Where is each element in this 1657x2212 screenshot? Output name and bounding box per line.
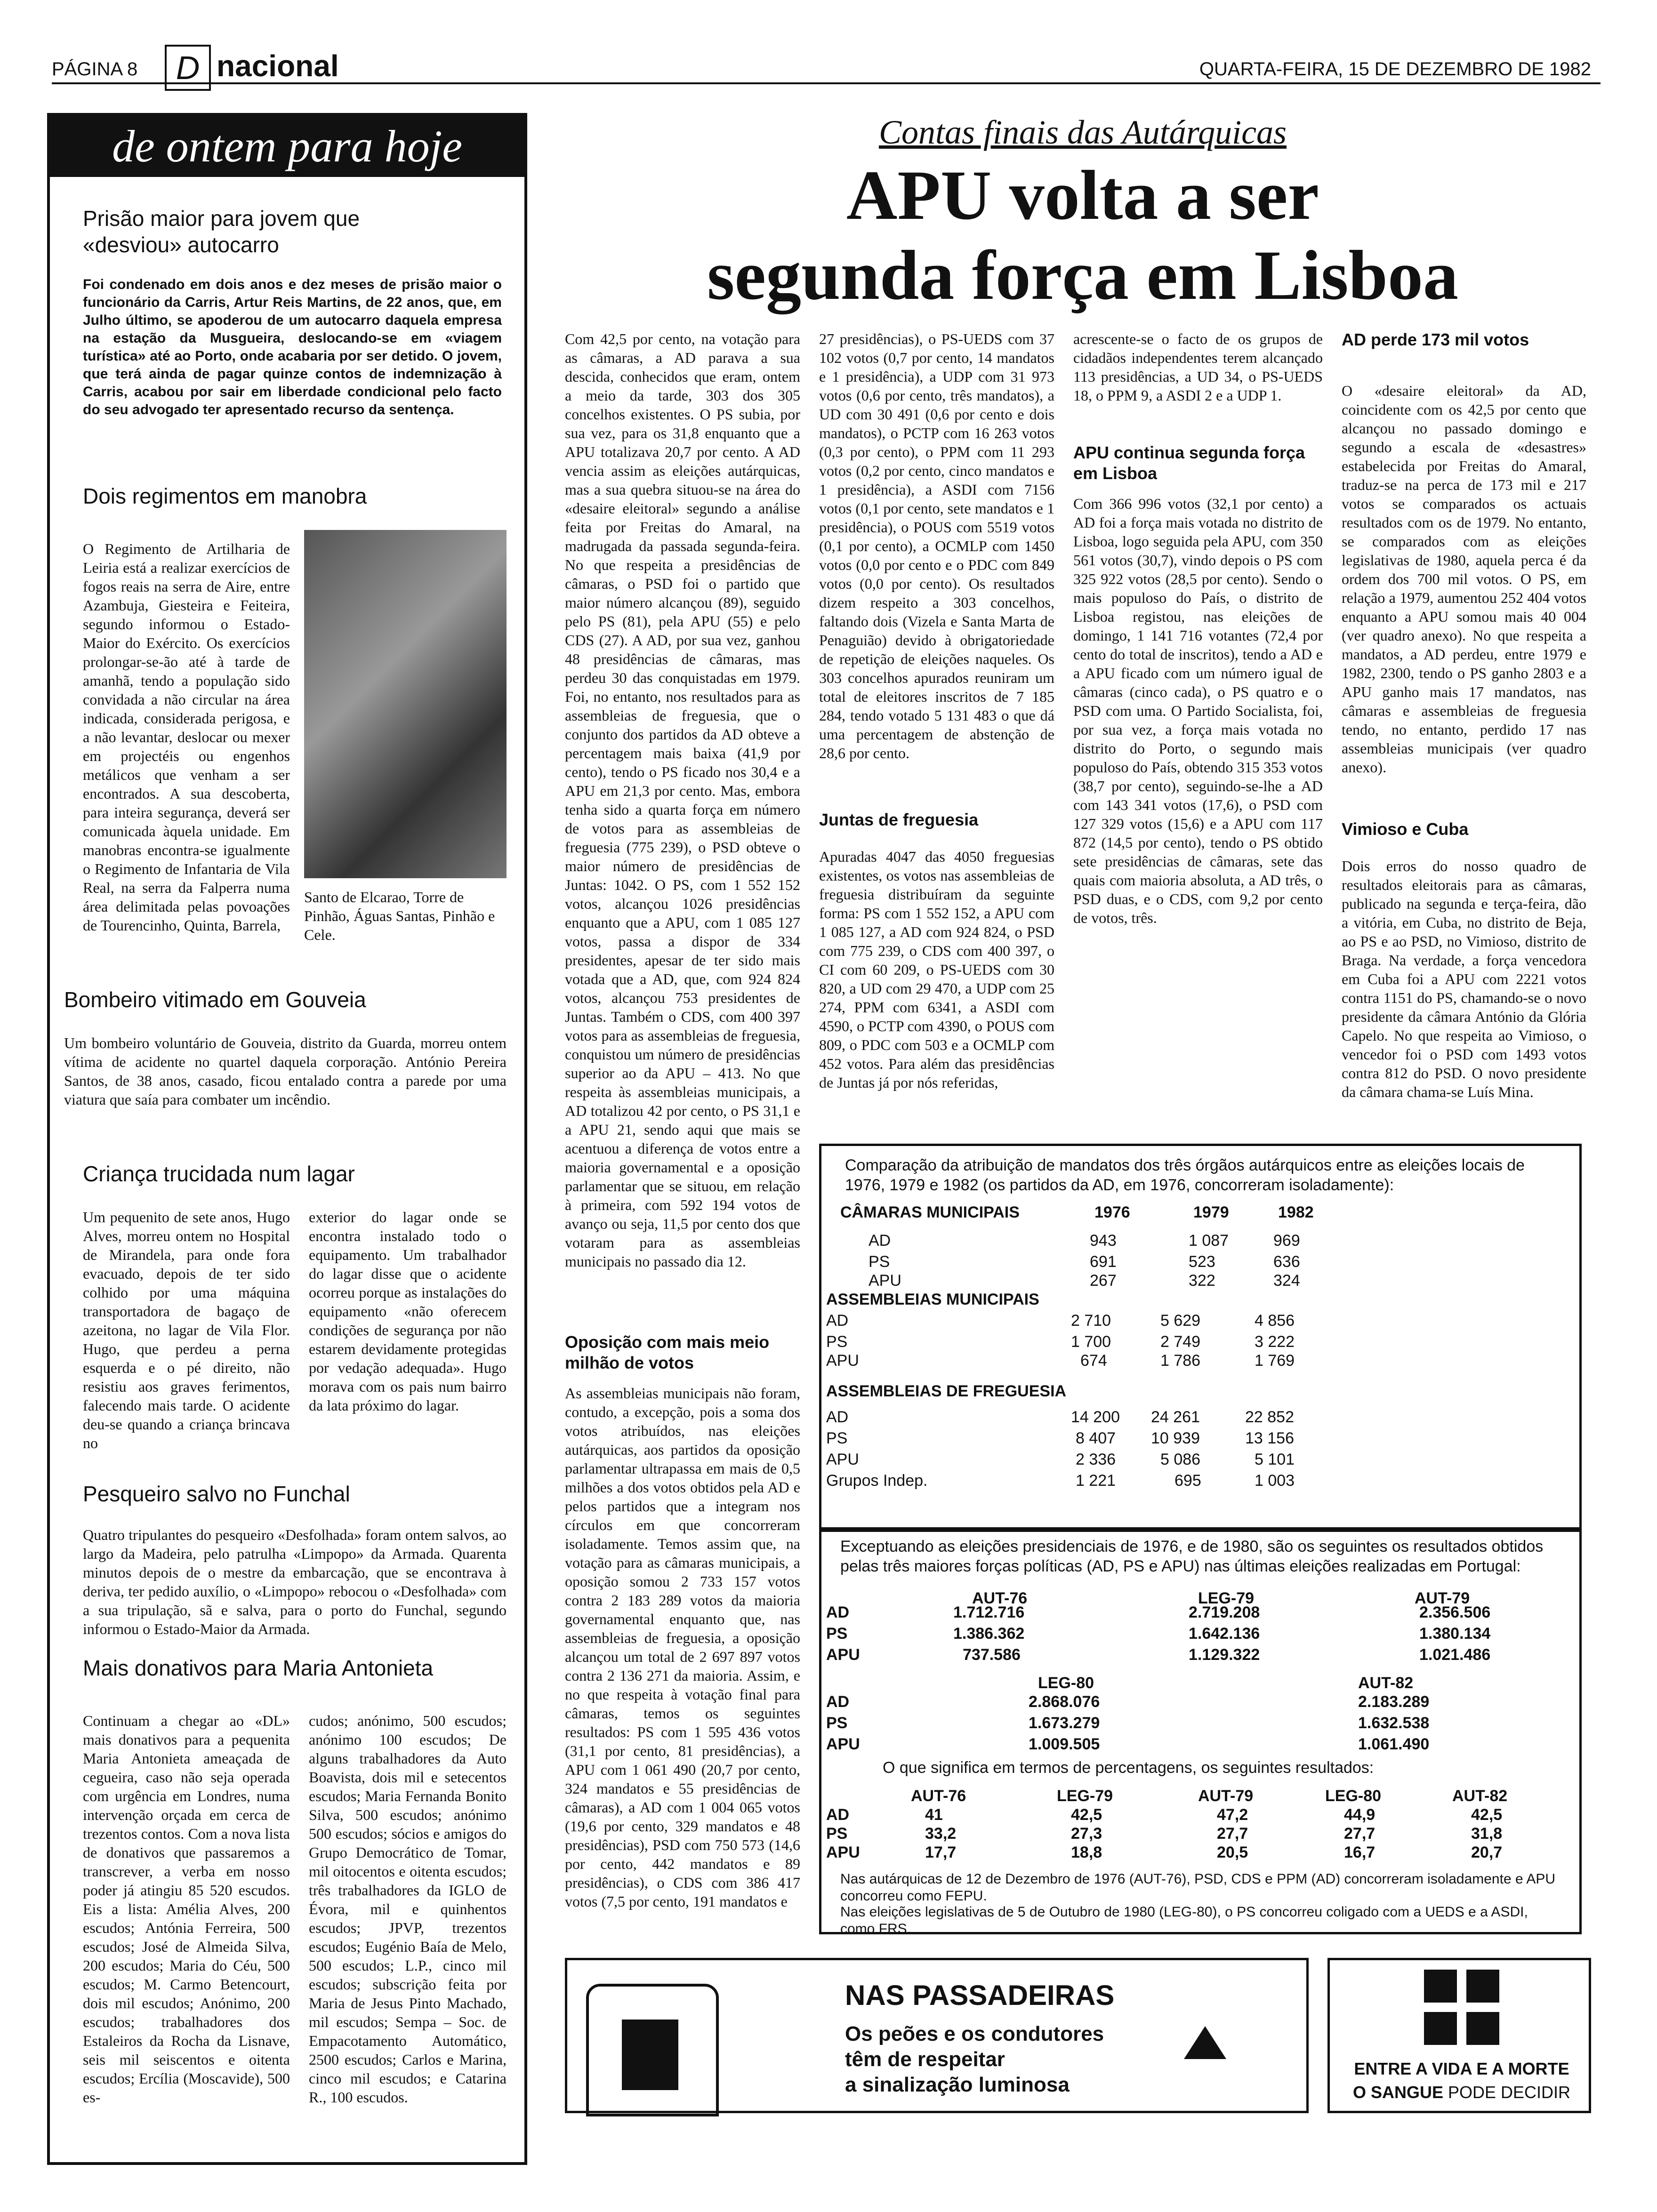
- results-table-box: [819, 1530, 1582, 1937]
- col-header: LEG-80: [1325, 1787, 1382, 1805]
- table-row-label: APU: [826, 1646, 860, 1664]
- col-header: AUT-76: [911, 1787, 966, 1805]
- table-note-1: Nas autárquicas de 12 de Dezembro de 1976 (AUT-76), PSD, CDS e PPM (AD) concorreram isoladamente e APU concorreu como FEPU.: [840, 1871, 1556, 1904]
- story6-body-col1: Continuam a chegar ao «DL» mais donativos para a pequenita Maria Antonieta ameaçada de cegueira, caso não seja operada com urgência em Londres, numa intervenção orçada em cerca de trezentos contos. Com a nova lista de donativos que passaremos a transcrever, a verba em nosso poder já atingiu 85 520 escudos. Eis a lista: Amélia Alves, 200 escudos; Antónia Ferreira, 500 escudos; José de Almeida Silva, 200 escudos; Maria do Céu, 500 escudos; M. Carmo Betencourt, dois mil escudos; Anónimo, 200 escudos; trabalhadores dos Estaleiros da Rocha da Lisnave, seis mil seiscentos e oitenta escudos; Ercília (Moscavide), 500 es-: [83, 1712, 290, 2106]
- table-cell: 2 710: [1071, 1312, 1111, 1330]
- table-cell: 16,7: [1344, 1843, 1375, 1861]
- table1-section-title: CÂMARAS MUNICIPAIS: [840, 1203, 1020, 1221]
- newspaper-logo: D: [165, 45, 211, 91]
- table-cell: 674: [1080, 1352, 1107, 1370]
- table-cell: 1 786: [1160, 1352, 1201, 1370]
- table-cell: 1.009.505: [1029, 1735, 1100, 1753]
- table-cell: 42,5: [1471, 1806, 1503, 1824]
- main-col3-text-2: Com 366 996 votos (32,1 por cento) a AD foi a força mais votada no distrito de Lisboa, logo seguida pela APU, com 350 561 votos (30,7), vindo depois o PS com 325 922 votos (28,5 por cento). Sendo o mais populoso do País, o distrito de Lisboa registou, nas eleições de domingo, 1 141 716 votantes (72,4 por cento do total de inscritos), tendo a AD e a APU ficado com um número igual de câmaras (cinco cada), o PS quatro e o PSD com uma. O Partido Socialista, foi, por sua vez, a força mais votada no distrito do Porto, o segundo mais populoso do País, obtendo 315 353 votos (38,7 por cento), seguindo-se-lhe a AD com 143 341 votos (17,6), o PSD com 127 329 votos (15,6) e a APU com 117 872 (14,5 por cento), tendo o PS obtido sete presidências de câmaras, sete das quais com maioria absoluta, a AD três, o PSD duas, e o CDS, com 9,2 por cento de votos, três.: [1073, 495, 1323, 926]
- table-cell: 27,3: [1071, 1825, 1102, 1843]
- mandates-table-box: [819, 1144, 1582, 1530]
- page-header: [52, 45, 1601, 84]
- table-cell: 41: [925, 1806, 943, 1824]
- table-row-label: PS: [826, 1429, 848, 1447]
- story3-body: Um bombeiro voluntário de Gouveia, distrito da Guarda, morreu ontem vítima de acidente no quartel daquela corporação. António Pereira Santos, de 38 anos, casado, ficou entalado contra a parede por uma viatura que saía para combater um incêndio.: [64, 1034, 507, 1108]
- table-row-label: PS: [826, 1625, 848, 1643]
- main-col1-text-2: As assembleias municipais não foram, contudo, a excepção, pois a soma dos votos atribuídos, nas eleições autárquicas, aos partidos da oposição parlamentar ultrapassa em mais de 0,5 milhões a dos votos obtidos pela AD e pelos partidos que a integram nos círculos em que concorreram isoladamente. Temos assim que, na votação para as câmaras municipais, a oposição somou 2 733 157 votos contra 2 183 289 votos da maioria governamental enquanto que, nas assembleias de freguesia, a oposição alcançou um total de 2 697 897 votos contra 2 136 271 da maioria. Assim, e no que respeita à votação final para câmaras, temos os seguintes resultados: PS com 1 595 436 votos (31,1 por cento, 81 presidências), a APU com 1 061 490 (20,7 por cento, 324 mandatos e 55 presidências de câmaras), a AD com 1 004 065 votos (19,6 por cento, 329 mandatos e 48 presidências), PSD com 750 573 (14,6 por cento, 442 mandatos e 89 presidências), o CDS com 386 417 votos (7,5 por cento, 191 mandatos e: [565, 1385, 800, 1910]
- table-cell: 691: [1090, 1253, 1117, 1271]
- table-cell: 1.380.134: [1419, 1625, 1491, 1643]
- results-table-intro: Exceptuando as eleições presidenciais de 1976, e de 1980, são os seguintes os resultados obtidos pelas três maiores forças políticas (AD, PS e APU) nas últimas eleições realizadas em Portugal:: [840, 1538, 1544, 1575]
- table-cell: 1.386.362: [953, 1625, 1025, 1643]
- table-cell: 27,7: [1344, 1825, 1375, 1843]
- ad-line: Os peões e os condutores: [845, 2022, 1104, 2045]
- table-cell: 1.021.486: [1419, 1646, 1491, 1664]
- table-cell: 17,7: [925, 1843, 957, 1861]
- table-note-2: Nas eleições legislativas de 5 de Outubro de 1980 (LEG-80), o PS concorreu coligado com a UEDS e a ASDI, como FRS.: [840, 1904, 1528, 1937]
- table-cell: 2.183.289: [1358, 1693, 1430, 1711]
- table-cell: 1.632.538: [1358, 1714, 1430, 1732]
- table1-section-title: ASSEMBLEIAS DE FREGUESIA: [826, 1382, 1067, 1400]
- year-1979: 1979: [1193, 1203, 1229, 1221]
- table-row-label: AD: [826, 1693, 850, 1711]
- table-cell: 2 749: [1160, 1333, 1201, 1351]
- table-cell: 5 101: [1255, 1451, 1295, 1468]
- table-row-label: AD: [826, 1806, 850, 1824]
- table-cell: 3 222: [1255, 1333, 1295, 1351]
- story4-title: Criança trucidada num lagar: [83, 1162, 355, 1186]
- main-col4-subhead-2: Vimioso e Cuba: [1342, 819, 1469, 839]
- article-kicker: Contas finais das Autárquicas: [878, 113, 1287, 151]
- table-cell: 27,7: [1217, 1825, 1248, 1843]
- main-col4-text: O «desaire eleitoral» da AD, coincidente com os 42,5 por cento que alcançou no passado domingo e segundo a escala de «desastres» estabelecida por Freitas do Amaral, traduz-se na perca de 173 mil e 217 votos se comparados os actuais resultados com os de 1979. No entanto, se comparados com as eleições legislativas de 1980, aquela perca é da ordem dos 700 mil votos. O PS, em relação a 1979, aumentou 252 404 votos enquanto a APU somou mais 40 004 (ver quadro anexo). No que respeita a mandatos, a AD perdeu, entre 1979 e 1982, 2300, tendo o PS ganho 2803 e a APU ganho mais 17 mandatos, nas câmaras e assembleias de freguesia tendo, no entanto, perdido 17 nas assembleias municipais (ver quadro anexo).: [1342, 382, 1586, 776]
- column-banner: de ontem para hoje: [50, 116, 524, 177]
- table-cell: 943: [1090, 1232, 1117, 1250]
- story2-body: O Regimento de Artilharia de Leiria está a realizar exercícios de fogos reais na serra de Aire, entre Azambuja, Giesteira e Feiteira, segundo informou o Estado-Maior do Exército. Os exercícios prolongar-se-ão até à tarde de amanhã, tendo a população sido convidada a não circular na área indicada, considerada perigosa, e a não levantar, deslocar ou mexer em projectéis ou engenhos metálicos que venham a ser encontrados. A sua descoberta, para inteira segurança, deverá ser comunicada àquela unidade. Em manobras encontra-se igualmente o Regimento de Infantaria de Vila Real, na serra da Falperra numa área delimitada pelas povoações de Tourencinho, Quinta, Barrela,: [83, 540, 290, 934]
- story1-title: Prisão maior para jovem que «desviou» autocarro: [83, 206, 360, 257]
- col-header: AUT-82: [1358, 1674, 1414, 1692]
- left-news-column: [47, 113, 527, 2165]
- table-row-label: APU: [869, 1272, 901, 1290]
- table-cell: 322: [1189, 1272, 1215, 1290]
- table-row-label: AD: [826, 1408, 849, 1426]
- table-cell: 2.356.506: [1419, 1603, 1491, 1621]
- story6-body-col2: cudos; anónimo, 500 escudos; anónimo 100 escudos; De alguns trabalhadores da Auto Boavista, dois mil e setecentos escudos; Maria Fernanda Bonito Silva, 500 escudos; anónimo 500 escudos; sócios e amigos do Grupo Democrático de Tomar, mil oitocentos e oitenta escudos; três trabalhadores da IGLO de Évora, mil e quinhentos escudos; JPVP, trezentos escudos; Eugénio Baía de Melo, 500 escudos; L.P., cinco mil escudos; subscrição feita por Maria de Jesus Pinto Machado, mil escudos; Sempa – Soc. de Empacotamento Automático, 2500 escudos; Carlos e Marina, cinco mil escudos; e Catarina R., 100 escudos.: [309, 1712, 507, 2106]
- story2-photo-caption: Santo de Elcarao, Torre de Pinhão, Águas Santas, Pinhão e Cele.: [304, 889, 495, 943]
- main-col2-subhead: Juntas de freguesia: [819, 810, 979, 829]
- table-cell: 1 087: [1189, 1232, 1229, 1250]
- table-cell: 737.586: [963, 1646, 1021, 1664]
- story4-body-col1: Um pequenito de sete anos, Hugo Alves, morreu ontem no Hospital de Mirandela, para onde fora evacuado, depois de ter sido colhido por uma máquina transportadora de bagaço de azeitona, no lagar de Vila Flor. Hugo, que perdeu a perna esquerda e o pé direito, não resistiu aos graves ferimentos, falecendo mais tarde. O acidente deu-se quando a criança brincava no: [83, 1209, 290, 1451]
- col-header: LEG-79: [1198, 1589, 1255, 1607]
- table-cell: 1.642.136: [1189, 1625, 1260, 1643]
- table-cell: 31,8: [1471, 1825, 1503, 1843]
- table-row-label: PS: [869, 1253, 890, 1271]
- ad-line: têm de respeitar: [845, 2048, 1005, 2071]
- main-col3-text: acrescente-se o facto de os grupos de cidadãos independentes terem alcançado 113 presidências, a UD 34, o PS-UEDS 18, o PPM 9, a ASDI 2 e a UDP 1.: [1073, 330, 1323, 404]
- page-number: PÁGINA 8: [52, 59, 138, 80]
- col-header: AUT-79: [1415, 1589, 1470, 1607]
- col-header: LEG-80: [1038, 1674, 1094, 1692]
- table-cell: 1.129.322: [1189, 1646, 1260, 1664]
- table-cell: 13 156: [1245, 1429, 1294, 1447]
- table-cell: 2.719.208: [1189, 1603, 1260, 1621]
- table-cell: 10 939: [1151, 1429, 1200, 1447]
- table-cell: 33,2: [925, 1825, 957, 1843]
- table1-section-title: ASSEMBLEIAS MUNICIPAIS: [826, 1290, 1039, 1308]
- table-cell: 1 221: [1076, 1472, 1116, 1490]
- table-row-label: APU: [826, 1352, 859, 1370]
- table-cell: 636: [1273, 1253, 1300, 1271]
- main-col1-subhead: Oposição com mais meio milhão de votos: [565, 1332, 770, 1372]
- crosswalk-ad: [565, 1958, 1309, 2113]
- table-cell: 8 407: [1076, 1429, 1116, 1447]
- table-cell: 5 629: [1160, 1312, 1201, 1330]
- main-col2-text-2: Apuradas 4047 das 4050 freguesias existentes, os votos nas assembleias de freguesia distribuíram da seguinte forma: PS com 1 552 152, a APU com 1 085 127, a AD com 924 824, o PSD com 775 239, o CDS com 400 397, o CI com 60 209, o PS-UEDS com 30 820, a UD com 29 470, a UDP com 25 274, PPM com 6341, a ASDI com 4590, o PCTP com 4390, o POUS com 809, o PDC com 503 e a OCMLP com 452 votos. Para além das presidências de Juntas já por nós referidas,: [819, 848, 1054, 1091]
- ad-line: a sinalização luminosa: [845, 2073, 1070, 2096]
- story2-title: Dois regimentos em manobra: [83, 484, 367, 508]
- percentages-intro: O que significa em termos de percentagens, os seguintes resultados:: [883, 1759, 1374, 1777]
- table-cell: 1.712.716: [953, 1603, 1025, 1621]
- table-row-label: AD: [826, 1603, 850, 1621]
- crosswalk-ad-text: [845, 2021, 1104, 2098]
- story1-body: Foi condenado em dois anos e dez meses de prisão maior o funcionário da Carris, Artur Reis Martins, de 22 anos, que, em Julho último, se apoderou de um autocarro daquela empresa na estação da Musgueira, deslocando-se em «viagem turística» até ao Porto, onde acabaria por ser detido. O jovem, que terá ainda de pagar quinze contos de indemnização à Carris, acabou por sair em liberdade condicional pelo facto do seu advogado ter apresentado recurso da sentença.: [83, 277, 502, 417]
- table-cell: 22 852: [1245, 1408, 1294, 1426]
- table-row-label: PS: [826, 1714, 848, 1732]
- table-row-label: APU: [826, 1451, 859, 1468]
- col-header: AUT-76: [972, 1589, 1028, 1607]
- headline-line-2: segunda força em Lisboa: [707, 236, 1458, 314]
- story3-title: Bombeiro vitimado em Gouveia: [64, 987, 366, 1012]
- table-cell: 1 700: [1071, 1333, 1111, 1351]
- table-cell: 324: [1273, 1272, 1300, 1290]
- table-cell: 2.868.076: [1029, 1693, 1100, 1711]
- blood-ad-rest: PODE DECIDIR: [1443, 2083, 1571, 2102]
- table-cell: 14 200: [1071, 1408, 1120, 1426]
- table-cell: 1 003: [1255, 1472, 1295, 1490]
- table-cell: 1 769: [1255, 1352, 1295, 1370]
- table-cell: 5 086: [1160, 1451, 1201, 1468]
- table-row-label: APU: [826, 1843, 860, 1861]
- blood-donation-ad: [1327, 1958, 1591, 2113]
- col-header: LEG-79: [1057, 1787, 1113, 1805]
- table-cell: 2 336: [1076, 1451, 1116, 1468]
- table-cell: 24 261: [1151, 1408, 1200, 1426]
- prevention-logo-icon: [1179, 2017, 1231, 2068]
- blood-ad-line-1: ENTRE A VIDA E A MORTE: [1354, 2059, 1569, 2078]
- table-cell: 695: [1174, 1472, 1201, 1490]
- table-cell: 18,8: [1071, 1843, 1102, 1861]
- table-cell: 969: [1273, 1232, 1300, 1250]
- blood-donation-logo-icon: [1424, 1970, 1499, 2045]
- story4-body-col2: exterior do lagar onde se encontra instalado todo o equipamento. Um trabalhador do lagar disse que o acidente ocorreu porque as instalações do equipamento «não oferecem condições de segurança por não estarem devidamente protegidas por vedação adequada». Hugo morava com os pais num bairro da lata próximo do lagar.: [309, 1209, 507, 1414]
- table-cell: 20,7: [1471, 1843, 1503, 1861]
- mandates-table-intro: Comparação da atribuição de mandatos dos três órgãos autárquicos entre as eleições locais de 1976, 1979 e 1982 (os partidos da AD, em 1976, concorreram isoladamente):: [845, 1156, 1525, 1194]
- table-row-label: APU: [826, 1735, 860, 1753]
- issue-date: QUARTA-FEIRA, 15 DE DEZEMBRO DE 1982: [1199, 59, 1591, 80]
- story6-title: Mais donativos para Maria Antonieta: [83, 1656, 434, 1680]
- headline-line-1: APU volta a ser: [846, 156, 1319, 234]
- table-row-label: AD: [826, 1312, 849, 1330]
- soldiers-photo: [304, 530, 507, 878]
- main-col1-text: Com 42,5 por cento, na votação para as câmaras, a AD parava a sua descida, conhecidos que eram, ontem a meio da tarde, 303 dos 305 concelhos existentes. O PS subia, por sua vez, para os 31,8 enquanto que a APU totalizava 20,7 por cento. A AD vencia assim as eleições autárquicas, mas a sua quebra situou-se na área do «desaire eleitoral» segundo a análise feita por Freitas do Amaral, na madrugada da passada segunda-feira. No que respeita a presidências de câmaras, o PSD foi o partido que maior número alcançou (89), seguido pelo PS (81), pela APU (55) e pelo CDS (27). A AD, por sua vez, ganhou 48 presidências de câmaras, mas perdeu 30 das conquistadas em 1979. Foi, no entanto, nos resultados para as assembleias de freguesia, que o conjunto dos partidos da AD obteve a percentagem mais baixa (41,9 por cento), tendo o PS ficado nos 30,4 e a APU em 21,3 por cento. Mas, embora tenha sido a quarta força em número de votos para as assembleias de freguesia (775 239), o PSD obteve o maior número de presidências de Juntas: 1042. O PS, com 1 552 152 votos, alcançou 1026 presidências enquanto que a APU, com 1 085 127 votos, passa a dispor de 334 presidentes, apesar de ter sido mais votada que a AD, que, com 924 824 votos, alcançou 753 presidentes de Juntas. Também o CDS, com 400 397 votos para as assembleias de freguesia, conquistou um número de presidências superior ao da APU – 413. No que respeita às assembleias municipais, a AD totalizou 42 por cento, o PS 31,1 e a APU 21, sendo aqui que mais se acentuou a diferença de votos entre a maioria governamental e a oposição parlamentar que se situou, em relação à primeira, com 592 194 votos de avanço ou seja, 11,5 por cento dos que votaram para as assembleias municipais no passado dia 12.: [565, 330, 800, 1270]
- blood-ad-emphasis: O SANGUE: [1352, 2083, 1443, 2102]
- section-name: nacional: [217, 49, 339, 83]
- main-col4-text-2: Dois erros do nosso quadro de resultados eleitorais para as câmaras, publicado na segunda e terça-feira, dão a vitória, em Cuba, no distrito de Beja, ao PS e ao PSD, no Vimioso, distrito de Braga. Na verdade, a força vencedora em Cuba foi a APU com 2221 votos contra 1151 do PS, chamando-se o novo presidente da câmara António da Glória Capelo. No que respeita ao Vimioso, o vencedor foi o PSD com 1493 votos contra 812 do PSD. O novo presidente da câmara chama-se Luís Mina.: [1342, 858, 1586, 1100]
- table-row-label: PS: [826, 1825, 848, 1843]
- table-cell: 42,5: [1071, 1806, 1102, 1824]
- table-row-label: Grupos Indep.: [826, 1472, 928, 1490]
- table-cell: 20,5: [1217, 1843, 1248, 1861]
- table-cell: 47,2: [1217, 1806, 1248, 1824]
- main-col4-subhead: AD perde 173 mil votos: [1342, 330, 1529, 349]
- year-1976: 1976: [1094, 1203, 1130, 1221]
- table-row-label: PS: [826, 1333, 848, 1351]
- year-1982: 1982: [1278, 1203, 1314, 1221]
- main-col3-subhead: APU continua segunda força em Lisboa: [1073, 443, 1305, 483]
- table-cell: 44,9: [1344, 1806, 1375, 1824]
- story5-body: Quatro tripulantes do pesqueiro «Desfolhada» foram ontem salvos, ao largo da Madeira, pelo patrulha «Limpopo» da Armada. Quarenta minutos depois de o mestre da embarcação, que se encontrava à deriva, ter pedido auxílio, o «Limpopo» rebocou o «Desfolhada» com a sua tripulação, sã e salva, para o porto do Funchal, segundo informou o Estado-Maior da Armada.: [83, 1526, 507, 1637]
- crosswalk-ad-title: NAS PASSADEIRAS: [845, 1980, 1115, 2011]
- table-cell: 4 856: [1255, 1312, 1295, 1330]
- table-cell: 523: [1189, 1253, 1215, 1271]
- table-cell: 1.061.490: [1358, 1735, 1430, 1753]
- story5-title: Pesqueiro salvo no Funchal: [83, 1482, 350, 1506]
- table-row-label: AD: [869, 1232, 891, 1250]
- blood-ad-line-2: [1339, 2083, 1584, 2102]
- main-col2-text: 27 presidências), o PS-UEDS com 37 102 votos (0,7 por cento, 14 mandatos e 1 presidência), a UDP com 31 973 votos (0,6 por cento, três mandatos), a UD com 30 491 (0,6 por cento e dois mandatos), o PCTP com 16 263 votos (0,3 por cento), o PPM com 11 293 votos (0,2 por cento, cinco mandatos e 1 presidência), a ASDI com 7156 votos (0,1 por cento, sete mandatos e 1 presidência), o POUS com 5519 votos (0,1 por cento), a OCMLP com 1450 votos (0,0 por cento e o PDC com 849 votos (0,0 por cento). Os resultados dizem respeito a 303 concelhos, faltando dois (Vizela e Santa Marta de Penaguião) devido à obrigatoriedade de repetição de eleições naqueles. Os 303 concelhos apurados reuniram um total de eleitores inscritos de 7 185 284, tendo votado 5 131 483 o que dá uma percentagem de abstenção de 28,6 por cento.: [819, 330, 1054, 761]
- table-cell: 1.673.279: [1029, 1714, 1100, 1732]
- pedestrian-signal-icon: [586, 1984, 719, 2116]
- table-cell: 267: [1090, 1272, 1117, 1290]
- article-headline: [565, 155, 1601, 315]
- col-header: AUT-82: [1452, 1787, 1508, 1805]
- col-header: AUT-79: [1198, 1787, 1254, 1805]
